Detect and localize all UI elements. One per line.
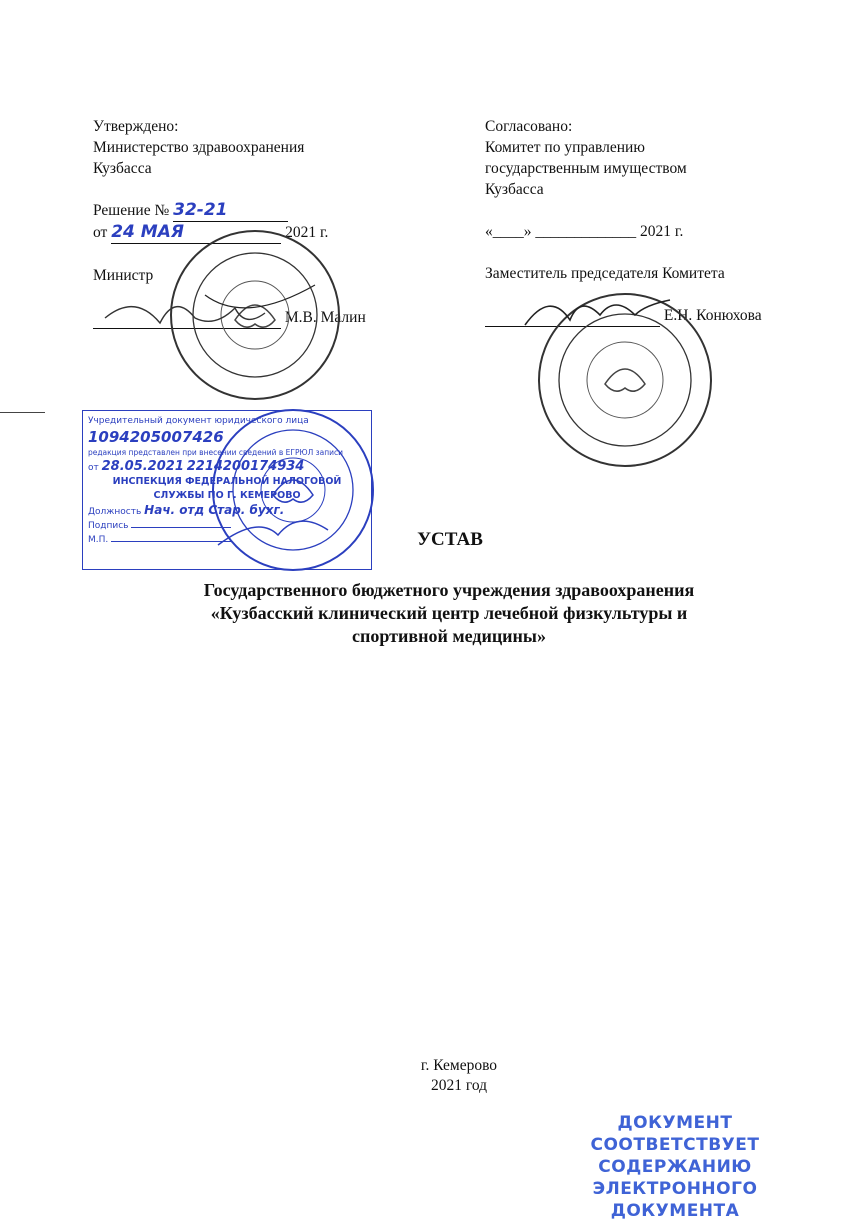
notice-line2: СОДЕРЖАНИЮ bbox=[598, 1157, 752, 1177]
subtitle-line2: «Кузбасский клинический центр лечебной физкультуры и bbox=[210, 603, 688, 623]
committee-name-line3: Кузбасса bbox=[485, 181, 544, 198]
stamp-inspection2: СЛУЖБЫ ПО Г. КЕМЕРОВО bbox=[153, 490, 301, 501]
subtitle-line1: Государственного бюджетного учреждения здравоохранения bbox=[203, 580, 695, 600]
stamp-grn: 2214200174934 bbox=[186, 459, 305, 474]
subtitle-line3: спортивной медицины» bbox=[352, 626, 546, 646]
stamp-position-value: Нач. отд Стар. бухг. bbox=[144, 503, 285, 517]
ministry-signature-icon bbox=[100, 288, 270, 338]
date-prefix: от bbox=[93, 224, 108, 241]
notice-line1: ДОКУМЕНТ СООТВЕТСТВУЕТ bbox=[590, 1113, 760, 1155]
stamp-line1: Учредительный документ юридического лица bbox=[88, 416, 309, 426]
stamp-line2: редакция представлен при внесении сведений в ЕГРЮЛ записи bbox=[88, 448, 343, 457]
stamp-inspection1: ИНСПЕКЦИЯ ФЕДЕРАЛЬНОЙ НАЛОГОВОЙ bbox=[112, 476, 342, 487]
document-subtitle bbox=[0, 579, 848, 648]
notice-line3: ЭЛЕКТРОННОГО ДОКУМЕНТА bbox=[592, 1179, 758, 1221]
minister-name: М.В. Малин bbox=[284, 309, 366, 326]
footer-city: г. Кемерово bbox=[420, 1057, 498, 1074]
approved-label: Утверждено: bbox=[93, 118, 179, 135]
committee-name-line2: государственным имуществом bbox=[485, 160, 687, 177]
stamp-position-label: Должность bbox=[88, 507, 142, 517]
stamp-signature-label: Подпись bbox=[88, 521, 129, 531]
stamp-date-line: от 28.05.2021 2214200174934 bbox=[88, 459, 305, 474]
stamp-ogrn: 1094205007426 bbox=[88, 428, 224, 446]
footer-year: 2021 год bbox=[430, 1077, 488, 1094]
decision-number: 32-21 bbox=[173, 200, 288, 222]
decision-date: 24 МАЯ bbox=[111, 222, 281, 244]
committee-name-line1: Комитет по управлению bbox=[485, 139, 645, 156]
margin-line bbox=[0, 412, 45, 413]
ministry-name-line2: Кузбасса bbox=[93, 160, 152, 177]
stamp-date: 28.05.2021 bbox=[101, 459, 184, 474]
agreed-label: Согласовано: bbox=[485, 118, 573, 135]
deputy-position: Заместитель председателя Комитета bbox=[485, 265, 725, 282]
document-title: УСТАВ bbox=[417, 529, 483, 550]
stamp-seal-label: М.П. bbox=[88, 535, 109, 545]
date-year: 2021 г. bbox=[285, 224, 329, 241]
footer-place-year bbox=[0, 1056, 848, 1096]
decision-line bbox=[93, 200, 393, 222]
ministry-name-line1: Министерство здравоохранения bbox=[93, 139, 305, 156]
deputy-name: Е.Н. Конюхова bbox=[663, 307, 762, 324]
agreement-date-line: «____» _____________ 2021 г. bbox=[485, 223, 684, 240]
committee-signature-icon bbox=[520, 290, 680, 340]
conformity-notice bbox=[545, 1112, 805, 1222]
decision-label: Решение № bbox=[93, 202, 170, 219]
minister-position: Министр bbox=[93, 267, 154, 284]
